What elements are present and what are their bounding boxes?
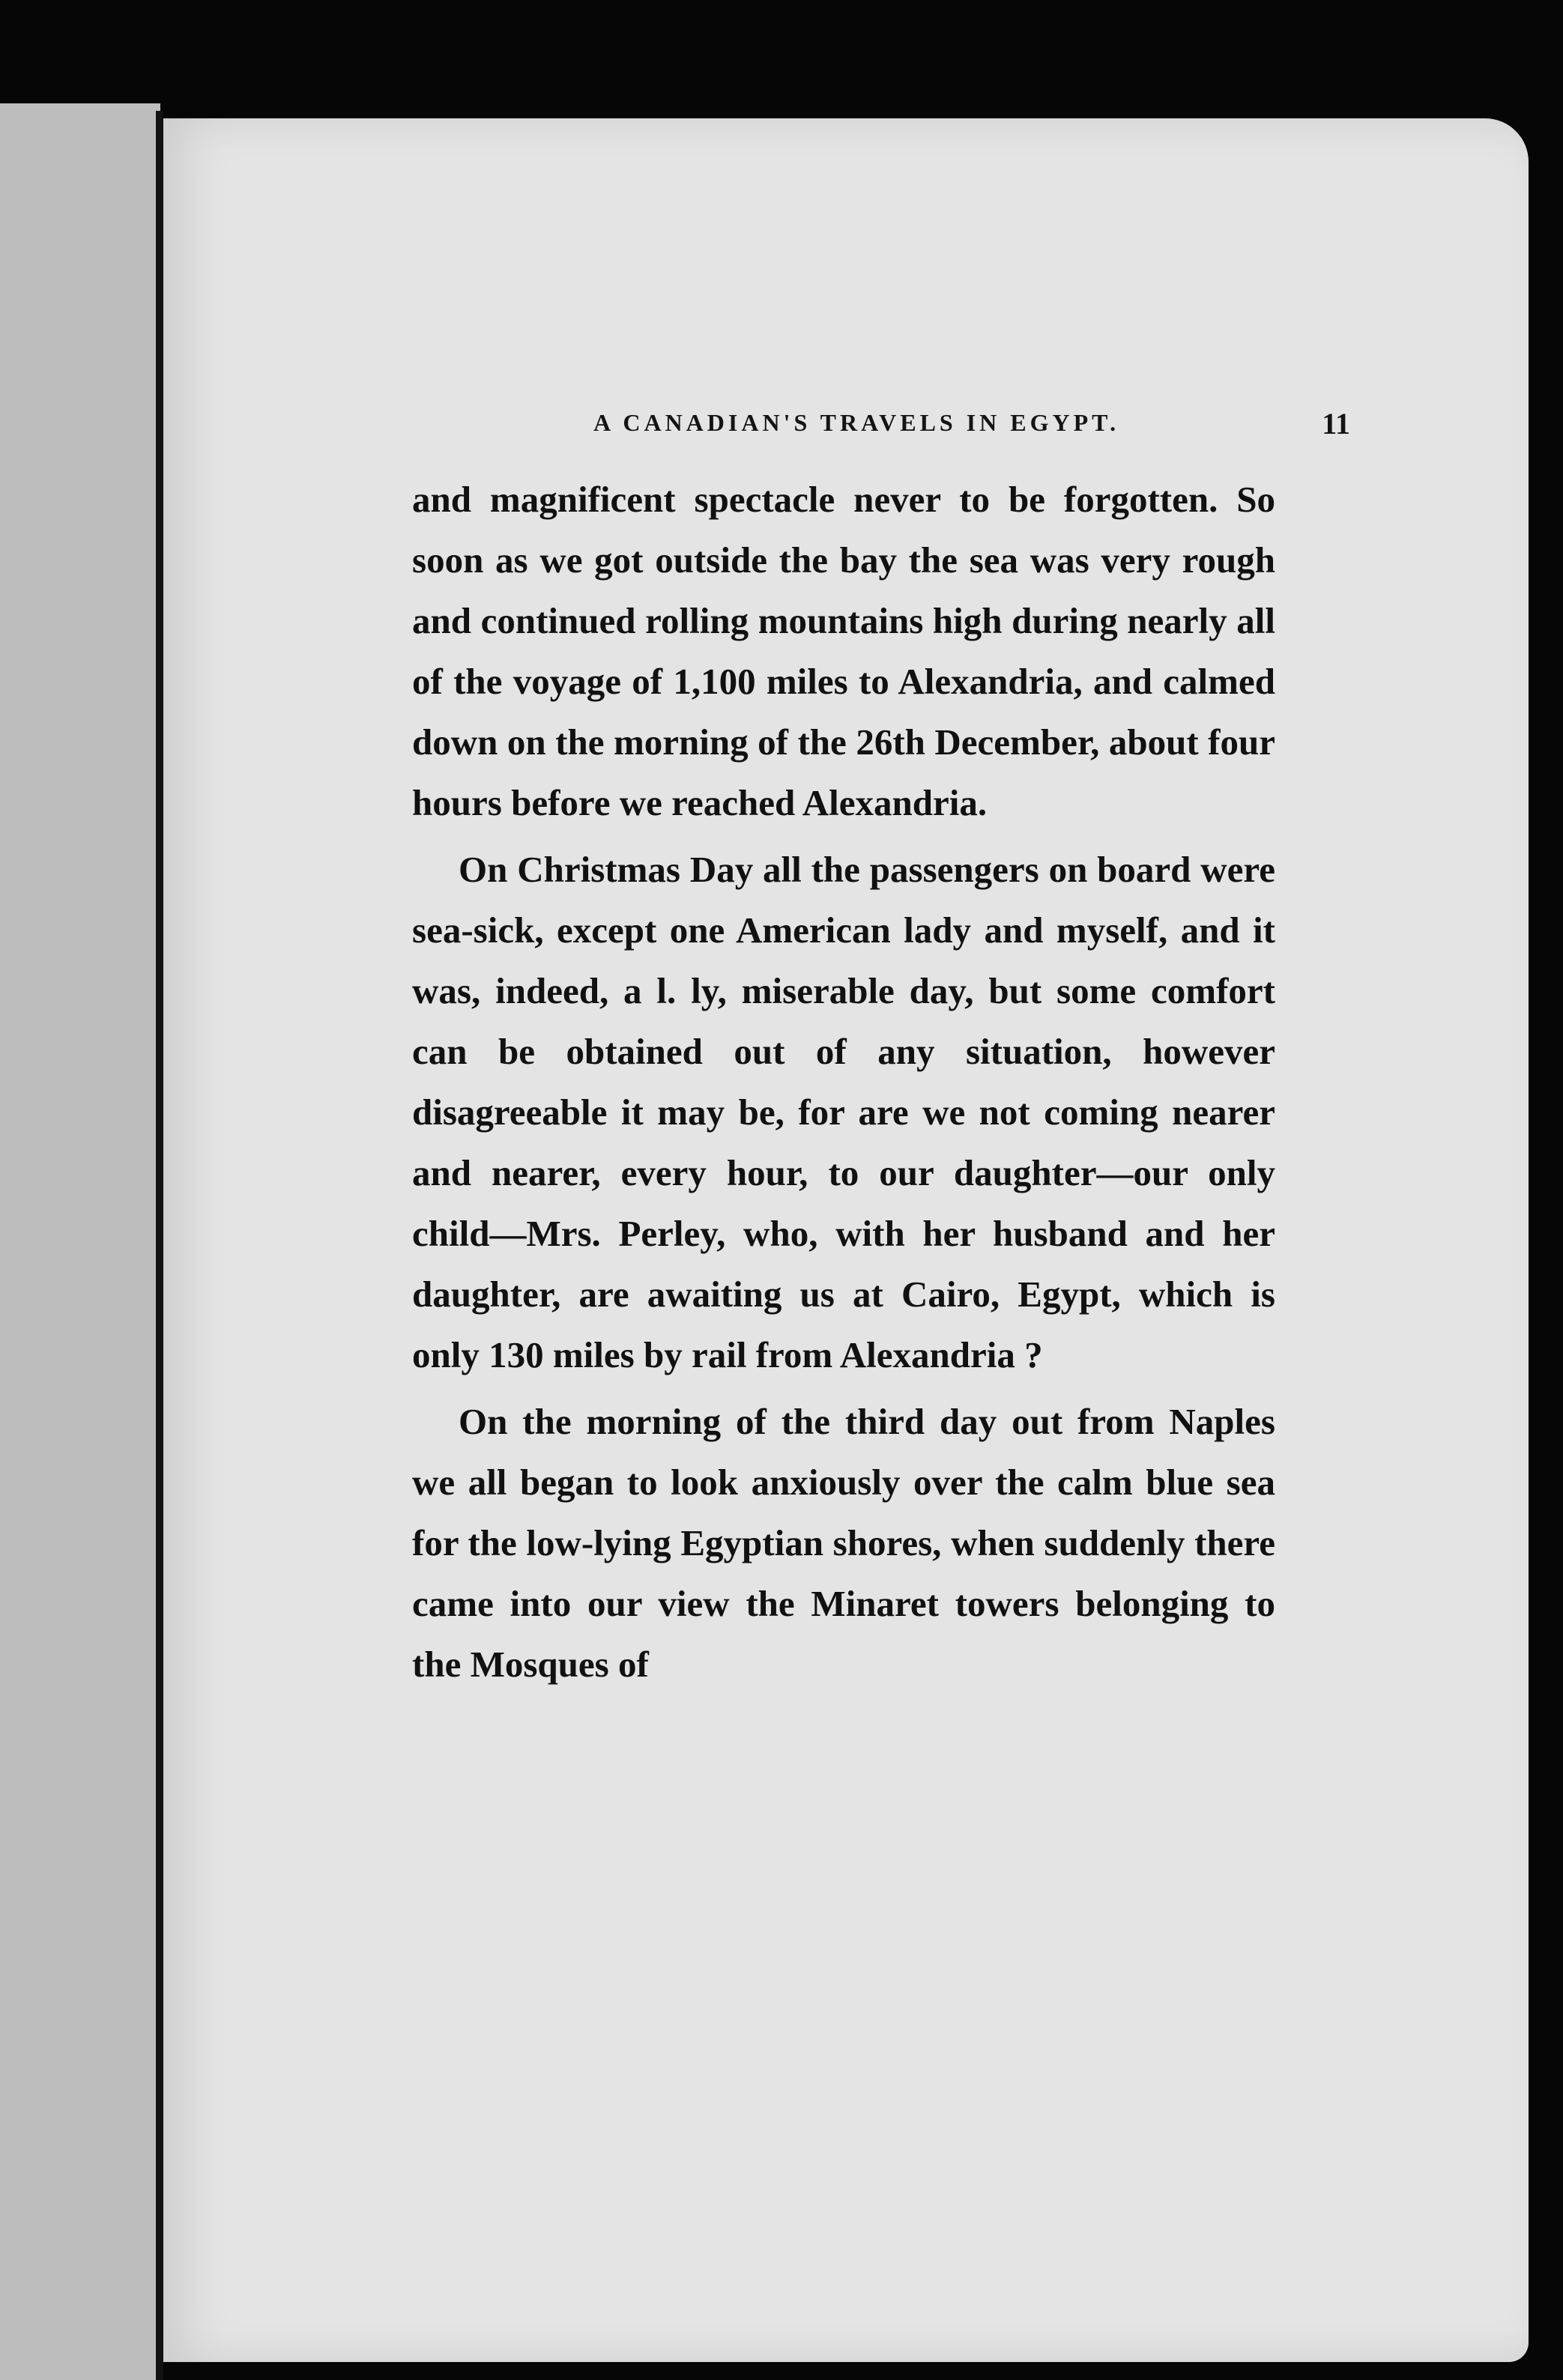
facing-page-edge: [0, 103, 160, 2380]
paragraph: On the morning of the third day out from Naples we all began to look anxiously over the calm blue sea for the low-lying Egyptian shores, when suddenly there came into our view the Minaret towers belonging to the Mosques of: [412, 1401, 1275, 1685]
book-gutter: [156, 111, 163, 2380]
page-number: 11: [1322, 407, 1350, 440]
page-header: [421, 402, 1350, 469]
body-text: [412, 469, 1275, 1701]
paragraph: On Christmas Day all the passengers on board were sea-sick, except one American lady and myself, and it was, indeed, a l. ly, miserable day, but some comfort can be obtained out of any situation, however disagreeable it may be, for are we not coming nearer and nearer, every hour, to our daughter—our only child—Mrs. Perley, who, with her husband and her daughter, are awaiting us at Cairo, Egypt, which is only 130 miles by rail from Alexandria ?: [412, 849, 1275, 1375]
running-head: A CANADIAN'S TRAVELS IN EGYPT.: [593, 409, 1120, 436]
paragraph: and magnificent spectacle never to be forgotten. So soon as we got outside the bay the sea was very rough and continued rolling mountains high during nearly all of the voyage of 1,100 miles to Alexandria, and calmed down on the morning of the 26th December, about four hours before we reached Alexandria.: [412, 479, 1275, 823]
